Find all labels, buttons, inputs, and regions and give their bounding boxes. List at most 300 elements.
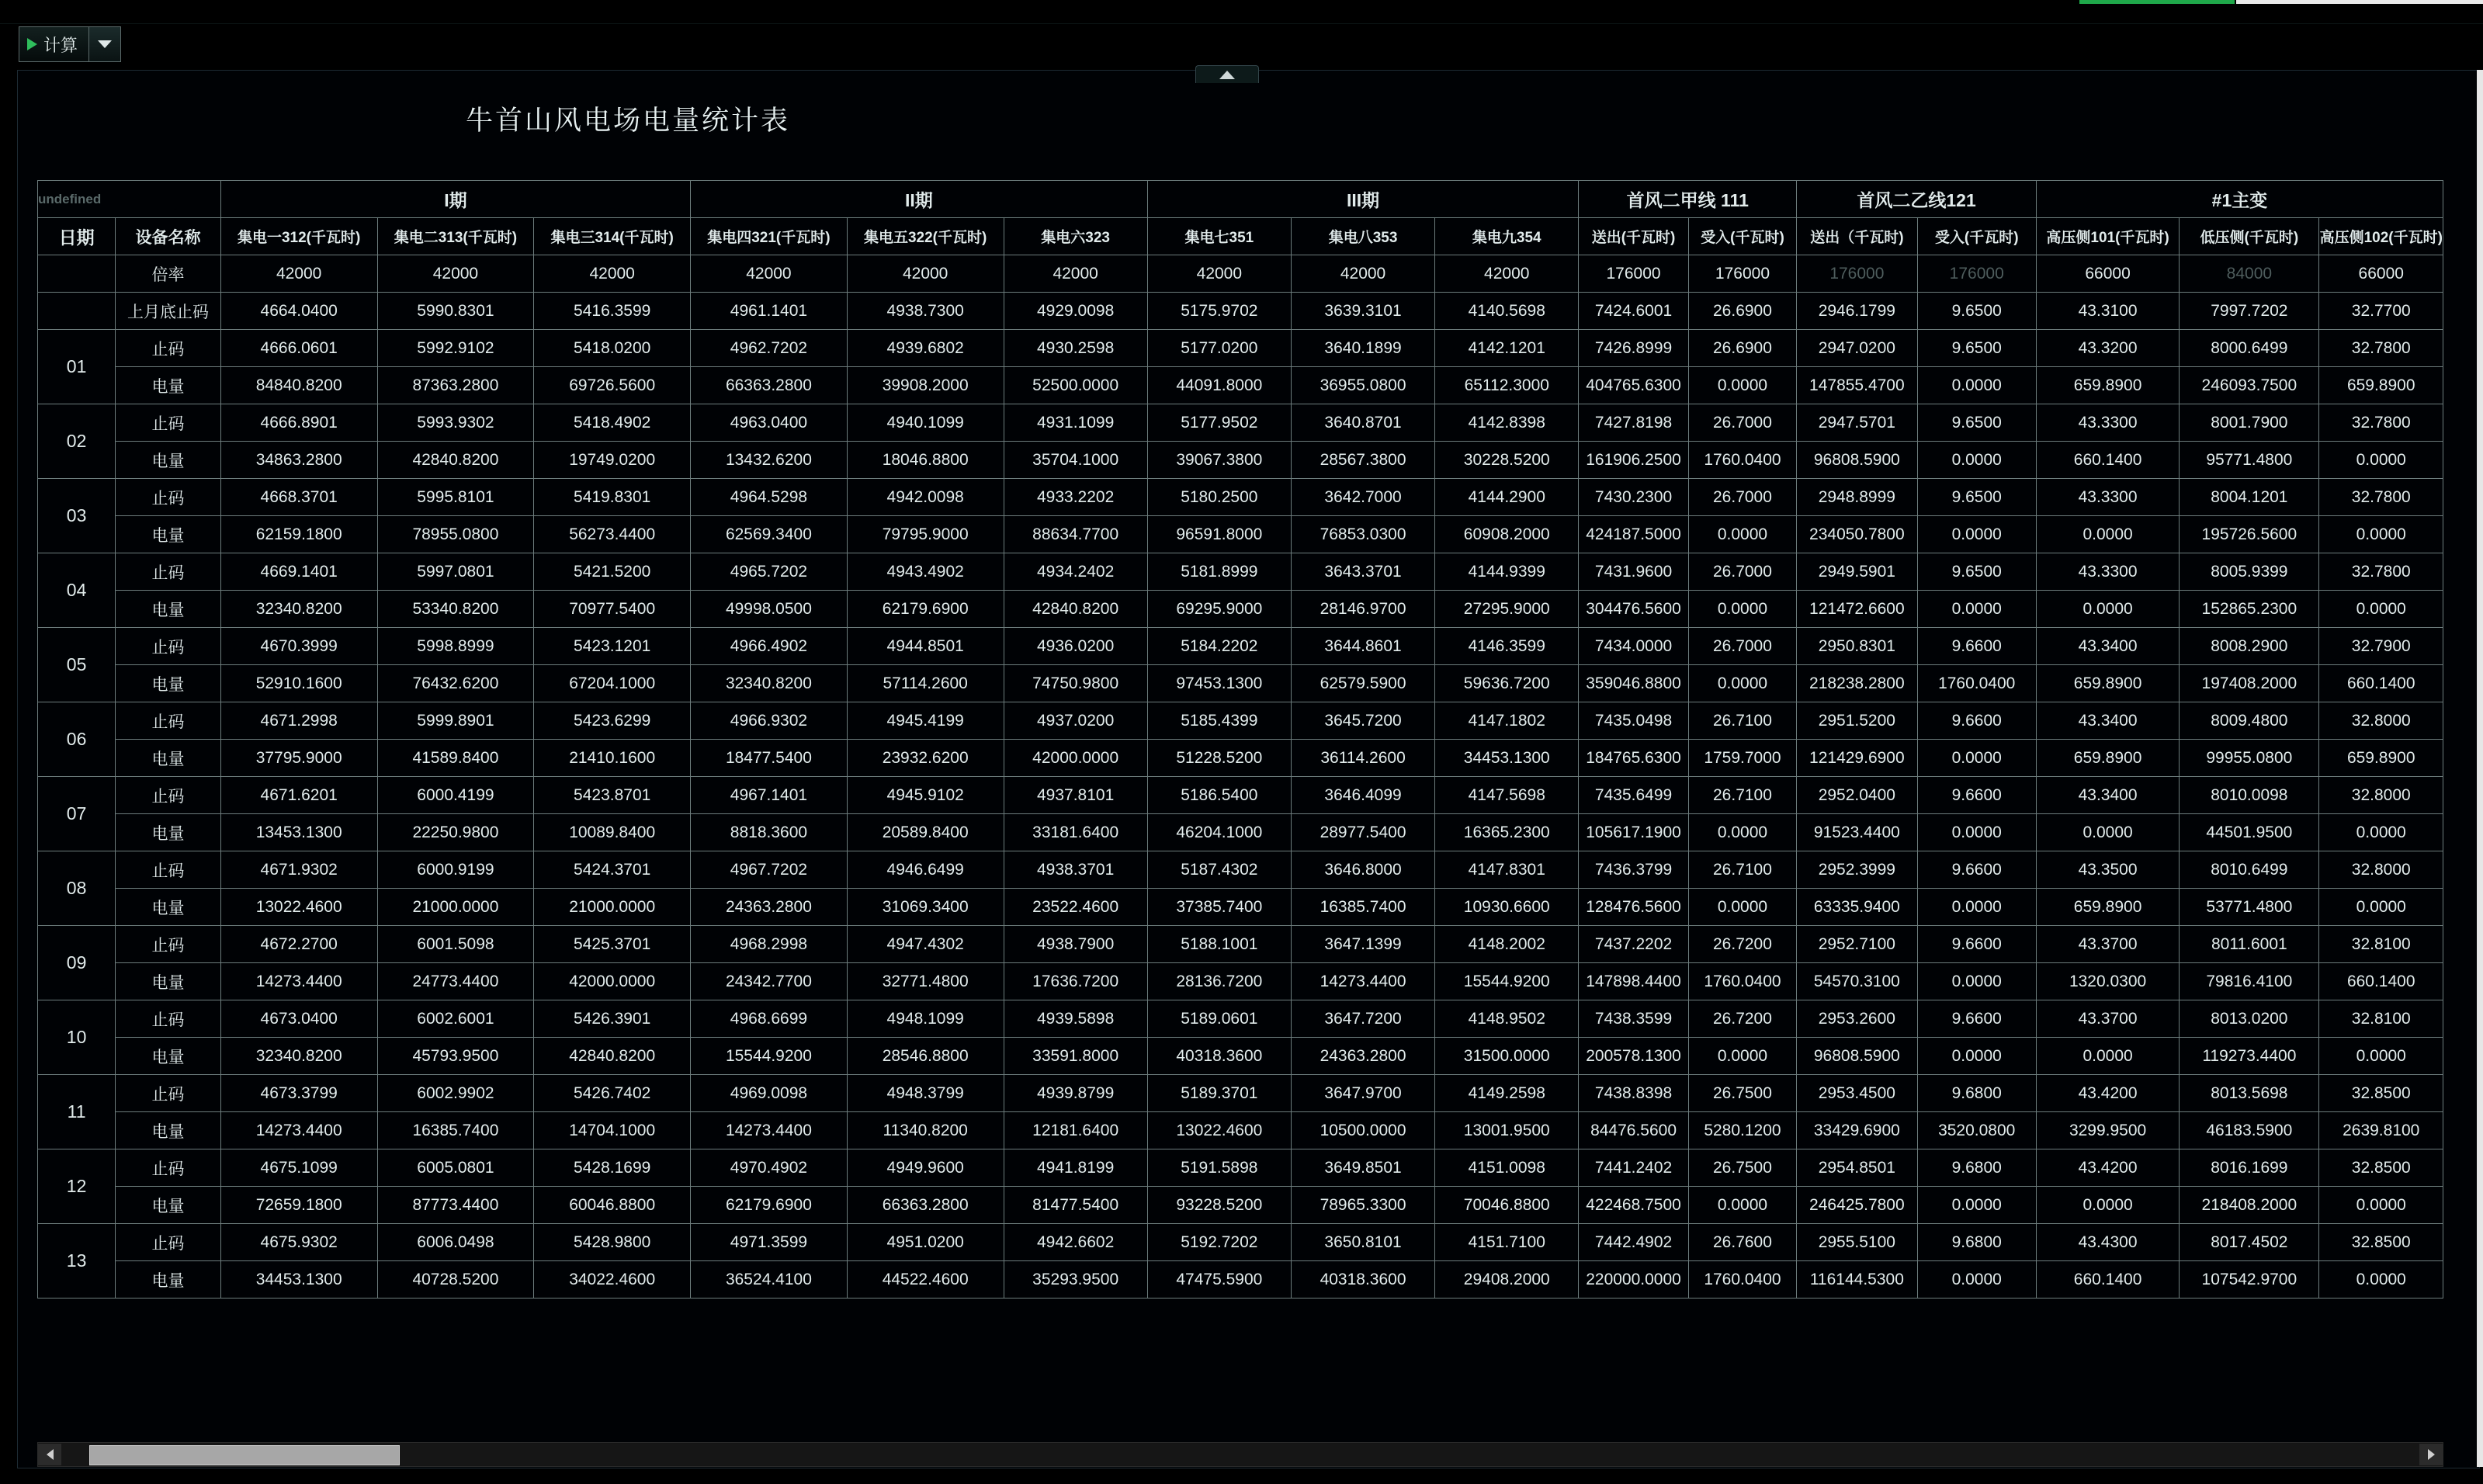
energy-value: 0.0000	[1688, 516, 1796, 553]
energy-value: 116144.5300	[1797, 1261, 1917, 1298]
table-row[interactable]	[38, 1224, 2443, 1261]
column-header: 集电五322(千瓦时)	[847, 218, 1004, 255]
energy-value: 87773.4400	[377, 1187, 534, 1224]
meter-value: 3647.1399	[1291, 926, 1434, 963]
meter-value: 5186.5400	[1147, 777, 1291, 814]
energy-value: 65112.3000	[1435, 367, 1579, 404]
rate-value: 66000	[2036, 255, 2179, 293]
energy-value: 1759.7000	[1688, 740, 1796, 777]
meter-value: 7431.9600	[1579, 553, 1688, 591]
energy-value: 28146.9700	[1291, 591, 1434, 628]
meter-value: 9.6600	[1917, 702, 2036, 740]
meter-value: 8008.2900	[2180, 628, 2319, 665]
meter-value: 4943.4902	[847, 553, 1004, 591]
table-row[interactable]	[38, 1112, 2443, 1149]
energy-value: 97453.1300	[1147, 665, 1291, 702]
table-row[interactable]	[38, 851, 2443, 889]
energy-value: 147855.4700	[1797, 367, 1917, 404]
energy-value: 0.0000	[1688, 889, 1796, 926]
table-row[interactable]	[38, 1149, 2443, 1187]
row-type-meter: 止码	[116, 1224, 221, 1261]
table-row[interactable]	[38, 553, 2443, 591]
meter-value: 5419.8301	[534, 479, 691, 516]
meter-value: 8001.7900	[2180, 404, 2319, 442]
energy-value: 3299.9500	[2036, 1112, 2179, 1149]
table-row[interactable]	[38, 404, 2443, 442]
meter-value: 3642.7000	[1291, 479, 1434, 516]
meter-value: 8016.1699	[2180, 1149, 2319, 1187]
meter-value: 9.6500	[1917, 404, 2036, 442]
row-type-energy: 电量	[116, 516, 221, 553]
meter-value: 5997.0801	[377, 553, 534, 591]
meter-value: 32.7800	[2319, 330, 2443, 367]
table-row[interactable]	[38, 591, 2443, 628]
meter-value: 32.7800	[2319, 404, 2443, 442]
meter-value: 5992.9102	[377, 330, 534, 367]
rate-value: 176000	[1917, 255, 2036, 293]
meter-value: 5999.8901	[377, 702, 534, 740]
meter-value: 9.6800	[1917, 1075, 2036, 1112]
rate-value: 176000	[1797, 255, 1917, 293]
table-row[interactable]	[38, 665, 2443, 702]
toolbar	[19, 26, 121, 62]
meter-value: 4936.0200	[1004, 628, 1147, 665]
meter-value: 4149.2598	[1435, 1075, 1579, 1112]
meter-value: 4969.0098	[691, 1075, 848, 1112]
column-header: 受入(千瓦时)	[1688, 218, 1796, 255]
meter-value: 4942.6602	[1004, 1224, 1147, 1261]
meter-value: 4148.9502	[1435, 1000, 1579, 1038]
meter-value: 4963.0400	[691, 404, 848, 442]
energy-value: 3520.0800	[1917, 1112, 2036, 1149]
energy-value: 46183.5900	[2180, 1112, 2319, 1149]
energy-value: 70046.8800	[1435, 1187, 1579, 1224]
energy-value: 96808.5900	[1797, 1038, 1917, 1075]
table-row[interactable]	[38, 628, 2443, 665]
meter-value: 4948.1099	[847, 1000, 1004, 1038]
energy-value: 161906.2500	[1579, 442, 1688, 479]
energy-value: 218238.2800	[1797, 665, 1917, 702]
column-group-header: III期	[1147, 181, 1579, 218]
column-group-header: II期	[691, 181, 1148, 218]
meter-value: 7438.3599	[1579, 1000, 1688, 1038]
scroll-left-button[interactable]	[38, 1444, 61, 1465]
energy-value: 0.0000	[1917, 740, 2036, 777]
table-row[interactable]	[38, 1000, 2443, 1038]
row-date: 03	[38, 479, 116, 553]
energy-value: 47475.5900	[1147, 1261, 1291, 1298]
table-row[interactable]	[38, 516, 2443, 553]
meter-value: 32.7800	[2319, 479, 2443, 516]
prev-month-value: 5416.3599	[534, 293, 691, 330]
meter-value: 6002.9902	[377, 1075, 534, 1112]
meter-value: 4948.3799	[847, 1075, 1004, 1112]
meter-value: 2949.5901	[1797, 553, 1917, 591]
row-type-meter: 止码	[116, 404, 221, 442]
meter-value: 4947.4302	[847, 926, 1004, 963]
meter-value: 32.8100	[2319, 926, 2443, 963]
energy-value: 0.0000	[1688, 1187, 1796, 1224]
meter-value: 4967.1401	[691, 777, 848, 814]
meter-value: 4675.9302	[220, 1224, 377, 1261]
energy-value: 93228.5200	[1147, 1187, 1291, 1224]
energy-value: 32340.8200	[220, 1038, 377, 1075]
row-date: 01	[38, 330, 116, 404]
column-header: 集电九354	[1435, 218, 1579, 255]
meter-value: 9.6600	[1917, 1000, 2036, 1038]
energy-value: 34453.1300	[1435, 740, 1579, 777]
meter-value: 4939.6802	[847, 330, 1004, 367]
meter-value: 8011.6001	[2180, 926, 2319, 963]
energy-value: 84476.5600	[1579, 1112, 1688, 1149]
meter-value: 43.3300	[2036, 479, 2179, 516]
energy-value: 107542.9700	[2180, 1261, 2319, 1298]
play-icon	[27, 38, 37, 50]
energy-value: 42000.0000	[1004, 740, 1147, 777]
meter-value: 7427.8198	[1579, 404, 1688, 442]
energy-value: 660.1400	[2319, 963, 2443, 1000]
horizontal-scrollbar[interactable]	[37, 1442, 2443, 1467]
device-name-header: 设备名称	[116, 218, 221, 255]
chevron-down-icon	[98, 40, 112, 48]
table-row[interactable]	[38, 330, 2443, 367]
energy-value: 404765.6300	[1579, 367, 1688, 404]
energy-statistics-table	[37, 180, 2443, 1298]
energy-value: 28977.5400	[1291, 814, 1434, 851]
table-row[interactable]	[38, 367, 2443, 404]
energy-value: 0.0000	[2036, 814, 2179, 851]
meter-value: 32.8500	[2319, 1075, 2443, 1112]
scroll-thumb[interactable]	[89, 1445, 400, 1465]
rate-value: 176000	[1579, 255, 1688, 293]
meter-value: 4966.4902	[691, 628, 848, 665]
meter-value: 5187.4302	[1147, 851, 1291, 889]
table-row[interactable]	[38, 1187, 2443, 1224]
energy-value: 0.0000	[2036, 591, 2179, 628]
meter-value: 4946.6499	[847, 851, 1004, 889]
table-row[interactable]	[38, 702, 2443, 740]
row-type-meter: 止码	[116, 628, 221, 665]
energy-value: 63335.9400	[1797, 889, 1917, 926]
energy-value: 44501.9500	[2180, 814, 2319, 851]
energy-value: 99955.0800	[2180, 740, 2319, 777]
meter-value: 4941.8199	[1004, 1149, 1147, 1187]
caret-right-icon	[2428, 1449, 2435, 1460]
energy-value: 31500.0000	[1435, 1038, 1579, 1075]
row-type-energy: 电量	[116, 1261, 221, 1298]
meter-value: 4933.2202	[1004, 479, 1147, 516]
table-row[interactable]	[38, 889, 2443, 926]
meter-value: 7434.0000	[1579, 628, 1688, 665]
meter-value: 4945.4199	[847, 702, 1004, 740]
energy-value: 21000.0000	[534, 889, 691, 926]
meter-value: 4670.3999	[220, 628, 377, 665]
energy-value: 42840.8200	[1004, 591, 1147, 628]
energy-value: 0.0000	[1917, 516, 2036, 553]
meter-value: 2952.0400	[1797, 777, 1917, 814]
energy-value: 16365.2300	[1435, 814, 1579, 851]
row-type-meter: 止码	[116, 1149, 221, 1187]
row-date: 13	[38, 1224, 116, 1298]
energy-value: 0.0000	[2319, 516, 2443, 553]
energy-value: 0.0000	[1917, 591, 2036, 628]
energy-value: 18046.8800	[847, 442, 1004, 479]
meter-value: 26.7000	[1688, 404, 1796, 442]
meter-value: 26.7200	[1688, 1000, 1796, 1038]
rate-value: 84000	[2180, 255, 2319, 293]
column-header: 集电四321(千瓦时)	[691, 218, 848, 255]
meter-value: 4671.9302	[220, 851, 377, 889]
rate-value: 176000	[1688, 255, 1796, 293]
calculate-dropdown-button[interactable]	[89, 27, 120, 61]
row-type-energy: 电量	[116, 367, 221, 404]
energy-value: 13022.4600	[220, 889, 377, 926]
meter-value: 7435.0498	[1579, 702, 1688, 740]
meter-value: 26.7500	[1688, 1075, 1796, 1112]
meter-value: 5423.8701	[534, 777, 691, 814]
row-type-meter: 止码	[116, 479, 221, 516]
meter-value: 43.3400	[2036, 702, 2179, 740]
energy-value: 69726.5600	[534, 367, 691, 404]
row-type-meter: 止码	[116, 777, 221, 814]
energy-value: 34863.2800	[220, 442, 377, 479]
energy-value: 659.8900	[2036, 740, 2179, 777]
top-green-indicator	[2079, 0, 2235, 4]
meter-value: 9.6500	[1917, 479, 2036, 516]
row-type-energy: 电量	[116, 740, 221, 777]
energy-value: 35293.9500	[1004, 1261, 1147, 1298]
prev-month-value: 4929.0098	[1004, 293, 1147, 330]
energy-value: 62569.3400	[691, 516, 848, 553]
energy-value: 96808.5900	[1797, 442, 1917, 479]
table-row[interactable]	[38, 740, 2443, 777]
panel-collapse-handle[interactable]	[1195, 65, 1259, 83]
energy-value: 197408.2000	[2180, 665, 2319, 702]
meter-value: 8005.9399	[2180, 553, 2319, 591]
meter-value: 32.8000	[2319, 777, 2443, 814]
energy-value: 0.0000	[2036, 1038, 2179, 1075]
meter-value: 4937.0200	[1004, 702, 1147, 740]
meter-value: 43.3700	[2036, 926, 2179, 963]
prev-row-spacer	[38, 293, 116, 330]
energy-value: 84840.8200	[220, 367, 377, 404]
meter-value: 7437.2202	[1579, 926, 1688, 963]
column-header: 送出（千瓦时)	[1797, 218, 1917, 255]
table-row[interactable]	[38, 814, 2443, 851]
energy-value: 32340.8200	[220, 591, 377, 628]
energy-value: 87363.2800	[377, 367, 534, 404]
energy-value: 14273.4400	[220, 963, 377, 1000]
column-header: 集电六323	[1004, 218, 1147, 255]
meter-value: 4938.7900	[1004, 926, 1147, 963]
meter-value: 5428.9800	[534, 1224, 691, 1261]
meter-value: 2955.5100	[1797, 1224, 1917, 1261]
energy-value: 33429.6900	[1797, 1112, 1917, 1149]
meter-value: 4666.8901	[220, 404, 377, 442]
meter-value: 5425.3701	[534, 926, 691, 963]
meter-value: 4146.3599	[1435, 628, 1579, 665]
energy-value: 42840.8200	[377, 442, 534, 479]
energy-value: 81477.5400	[1004, 1187, 1147, 1224]
energy-value: 14273.4400	[691, 1112, 848, 1149]
energy-value: 0.0000	[1917, 889, 2036, 926]
energy-value: 659.8900	[2036, 367, 2179, 404]
energy-value: 220000.0000	[1579, 1261, 1688, 1298]
meter-value: 5188.1001	[1147, 926, 1291, 963]
row-type-energy: 电量	[116, 889, 221, 926]
meter-value: 4151.0098	[1435, 1149, 1579, 1187]
rate-value: 42000	[847, 255, 1004, 293]
rate-label: 倍率	[116, 255, 221, 293]
meter-value: 43.3300	[2036, 553, 2179, 591]
energy-value: 0.0000	[1917, 1038, 2036, 1075]
calculate-button[interactable]	[19, 27, 89, 61]
energy-value: 659.8900	[2319, 367, 2443, 404]
meter-value: 2951.5200	[1797, 702, 1917, 740]
meter-value: 4966.9302	[691, 702, 848, 740]
row-type-meter: 止码	[116, 553, 221, 591]
table-row[interactable]	[38, 1075, 2443, 1112]
energy-value: 2639.8100	[2319, 1112, 2443, 1149]
table-row[interactable]	[38, 777, 2443, 814]
energy-value: 13432.6200	[691, 442, 848, 479]
row-type-energy: 电量	[116, 665, 221, 702]
energy-value: 13022.4600	[1147, 1112, 1291, 1149]
energy-value: 0.0000	[1688, 814, 1796, 851]
meter-value: 4151.7100	[1435, 1224, 1579, 1261]
meter-value: 43.3400	[2036, 777, 2179, 814]
energy-value: 36114.2600	[1291, 740, 1434, 777]
row-date: 08	[38, 851, 116, 926]
row-date: 12	[38, 1149, 116, 1224]
energy-value: 52500.0000	[1004, 367, 1147, 404]
column-header: 集电八353	[1291, 218, 1434, 255]
meter-value: 26.7000	[1688, 553, 1796, 591]
meter-value: 43.4200	[2036, 1075, 2179, 1112]
energy-value: 79795.9000	[847, 516, 1004, 553]
scroll-right-button[interactable]	[2419, 1444, 2443, 1465]
meter-value: 4666.0601	[220, 330, 377, 367]
meter-value: 5426.3901	[534, 1000, 691, 1038]
row-type-energy: 电量	[116, 814, 221, 851]
energy-value: 147898.4400	[1579, 963, 1688, 1000]
energy-value: 0.0000	[2319, 814, 2443, 851]
table-row[interactable]	[38, 442, 2443, 479]
meter-value: 9.6500	[1917, 330, 2036, 367]
meter-value: 5189.3701	[1147, 1075, 1291, 1112]
meter-value: 5428.1699	[534, 1149, 691, 1187]
prev-month-value: 2946.1799	[1797, 293, 1917, 330]
meter-value: 4669.1401	[220, 553, 377, 591]
energy-value: 19749.0200	[534, 442, 691, 479]
row-type-meter: 止码	[116, 926, 221, 963]
meter-value: 4148.2002	[1435, 926, 1579, 963]
energy-value: 0.0000	[1688, 665, 1796, 702]
rate-value: 42000	[1004, 255, 1147, 293]
energy-value: 54570.3100	[1797, 963, 1917, 1000]
scroll-track[interactable]	[61, 1444, 2419, 1465]
energy-value: 52910.1600	[220, 665, 377, 702]
meter-value: 4671.2998	[220, 702, 377, 740]
row-date: 06	[38, 702, 116, 777]
column-header: 高压侧101(千瓦时)	[2036, 218, 2179, 255]
rate-value: 42000	[534, 255, 691, 293]
energy-value: 0.0000	[1917, 367, 2036, 404]
prev-month-value: 4938.7300	[847, 293, 1004, 330]
meter-value: 43.4200	[2036, 1149, 2179, 1187]
rate-value: 42000	[691, 255, 848, 293]
row-type-energy: 电量	[116, 1187, 221, 1224]
meter-value: 26.7000	[1688, 628, 1796, 665]
meter-value: 4967.7202	[691, 851, 848, 889]
energy-value: 59636.7200	[1435, 665, 1579, 702]
meter-value: 6000.9199	[377, 851, 534, 889]
meter-value: 7430.2300	[1579, 479, 1688, 516]
meter-value: 26.7100	[1688, 777, 1796, 814]
energy-value: 96591.8000	[1147, 516, 1291, 553]
meter-value: 5185.4399	[1147, 702, 1291, 740]
meter-value: 5418.4902	[534, 404, 691, 442]
meter-value: 5181.8999	[1147, 553, 1291, 591]
energy-value: 12181.6400	[1004, 1112, 1147, 1149]
meter-value: 26.7200	[1688, 926, 1796, 963]
meter-value: 5424.3701	[534, 851, 691, 889]
energy-value: 0.0000	[1688, 591, 1796, 628]
table-row[interactable]	[38, 1038, 2443, 1075]
energy-value: 246093.7500	[2180, 367, 2319, 404]
meter-value: 26.7000	[1688, 479, 1796, 516]
energy-value: 21410.1600	[534, 740, 691, 777]
meter-value: 4673.0400	[220, 1000, 377, 1038]
meter-value: 2950.8301	[1797, 628, 1917, 665]
energy-value: 36524.4100	[691, 1261, 848, 1298]
meter-value: 7442.4902	[1579, 1224, 1688, 1261]
energy-value: 34022.4600	[534, 1261, 691, 1298]
energy-value: 422468.7500	[1579, 1187, 1688, 1224]
energy-value: 88634.7700	[1004, 516, 1147, 553]
meter-value: 8017.4502	[2180, 1224, 2319, 1261]
meter-value: 26.7500	[1688, 1149, 1796, 1187]
meter-value: 4942.0098	[847, 479, 1004, 516]
energy-value: 32771.4800	[847, 963, 1004, 1000]
energy-value: 660.1400	[2036, 442, 2179, 479]
energy-value: 28567.3800	[1291, 442, 1434, 479]
date-column-header: 日期	[38, 218, 116, 255]
energy-value: 5280.1200	[1688, 1112, 1796, 1149]
energy-value: 24342.7700	[691, 963, 848, 1000]
energy-value: 53340.8200	[377, 591, 534, 628]
meter-value: 5421.5200	[534, 553, 691, 591]
meter-value: 2953.4500	[1797, 1075, 1917, 1112]
energy-value: 42000.0000	[534, 963, 691, 1000]
table-row[interactable]	[38, 1261, 2443, 1298]
table-row[interactable]	[38, 479, 2443, 516]
meter-value: 8010.6499	[2180, 851, 2319, 889]
table-row[interactable]	[38, 963, 2443, 1000]
meter-value: 4940.1099	[847, 404, 1004, 442]
prev-month-value: 5175.9702	[1147, 293, 1291, 330]
column-header: 集电七351	[1147, 218, 1291, 255]
row-type-meter: 止码	[116, 702, 221, 740]
energy-value: 659.8900	[2319, 740, 2443, 777]
table-row[interactable]	[38, 926, 2443, 963]
energy-value: 14704.1000	[534, 1112, 691, 1149]
meter-value: 8004.1201	[2180, 479, 2319, 516]
energy-value: 24773.4400	[377, 963, 534, 1000]
energy-value: 37385.7400	[1147, 889, 1291, 926]
row-type-meter: 止码	[116, 330, 221, 367]
energy-value: 60908.2000	[1435, 516, 1579, 553]
